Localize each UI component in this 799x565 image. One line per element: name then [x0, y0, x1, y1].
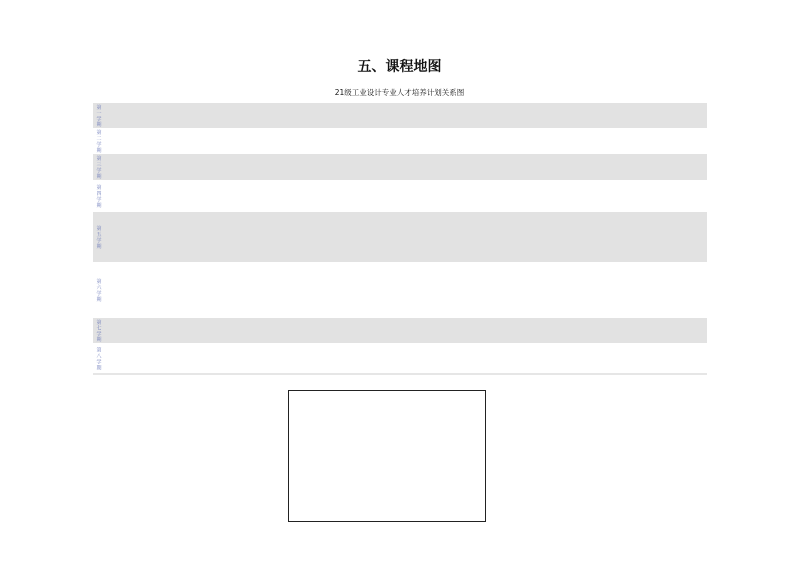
semester-label: 期: [96, 122, 102, 129]
semester-label: 二: [96, 136, 102, 142]
semester-label: 学: [96, 168, 102, 174]
semester-label: 学: [96, 359, 102, 366]
semester-label: 学: [96, 291, 102, 297]
semester-label: 期: [96, 203, 102, 209]
semester-label: 五: [96, 232, 102, 238]
semester-label: 第: [96, 279, 102, 285]
semester-band: [93, 212, 707, 262]
semester-label: 第: [96, 226, 102, 232]
semester-label: 学: [96, 238, 102, 244]
semester-label: 四: [96, 191, 102, 197]
semester-band: [93, 154, 707, 180]
semester-label: 第: [96, 130, 102, 136]
semester-label: 第: [96, 104, 102, 111]
semester-band: [93, 318, 707, 343]
semester-label: 三: [96, 162, 102, 168]
semester-label: 期: [96, 244, 102, 250]
page-title: 五、课程地图: [357, 59, 442, 75]
semester-label: 第: [96, 185, 102, 191]
semester-label: 七: [96, 325, 102, 332]
semester-label: 六: [96, 285, 102, 291]
semester-label: 学: [96, 116, 102, 123]
semester-label: 一: [96, 110, 102, 117]
semester-label: 八: [96, 353, 102, 360]
semester-label: 第: [96, 347, 102, 354]
goals-panel: [288, 390, 486, 522]
semester-bands: [93, 103, 707, 374]
semester-label: 期: [96, 174, 102, 180]
semester-label: 第: [96, 156, 102, 162]
semester-label: 学: [96, 331, 102, 338]
semester-label: 学: [96, 197, 102, 203]
semester-label: 第: [96, 319, 102, 326]
semester-label: 期: [96, 297, 102, 303]
semester-label: 学: [96, 142, 102, 148]
semester-label: 期: [96, 148, 102, 154]
diagram-subtitle: 21级工业设计专业人才培养计划关系图: [334, 88, 465, 97]
semester-label: 期: [96, 337, 102, 344]
semester-band: [93, 103, 707, 128]
semester-label: 期: [96, 365, 102, 372]
